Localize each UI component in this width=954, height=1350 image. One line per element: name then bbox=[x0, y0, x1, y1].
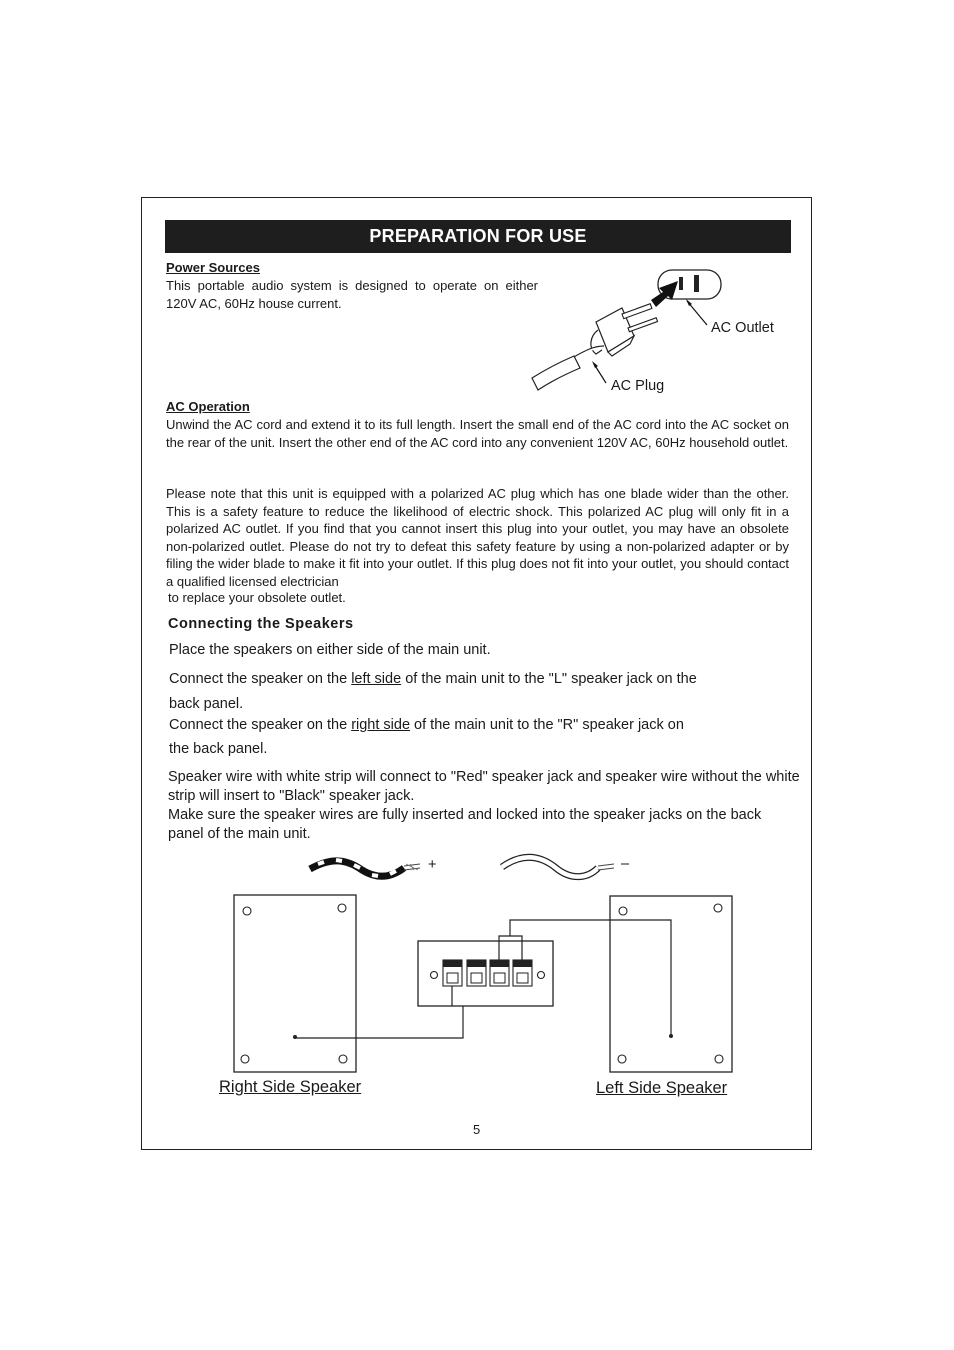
right-text-post: of the main unit to the "R" speaker jack on bbox=[410, 717, 684, 733]
section-title: PREPARATION FOR USE bbox=[165, 220, 791, 253]
ac-outlet-label: AC Outlet bbox=[711, 320, 774, 336]
power-sources-text: This portable audio system is designed to operate on either 120V AC, 60Hz house current. bbox=[166, 278, 538, 311]
ac-operation-heading: AC Operation bbox=[166, 399, 250, 414]
ac-operation-para2: Please note that this unit is equipped with a polarized AC plug which has one blade wider than the other. This is a safety feature to reduce the likelihood of electric shock. This polarized AC plug will only fit in a polarized AC outlet. If you find that you cannot insert this plug into your outlet, you may have an obsolete non-polarized outlet. Please do not try to defeat this safety feature by using a non-polarized adapter or by filing the wider blade to make it fit into your outlet. If this plug does not fit into your outlet, you should contact a qualified licensed electrician bbox=[166, 486, 789, 589]
left-text-pre: Connect the speaker on the bbox=[169, 671, 352, 687]
left-side-speaker-caption: Left Side Speaker bbox=[596, 1079, 728, 1097]
right-side-speaker-box bbox=[234, 895, 356, 1072]
right-side-speaker-caption: Right Side Speaker bbox=[219, 1078, 362, 1096]
speakers-locked-para: Make sure the speaker wires are fully inserted and locked into the speaker jacks on the back panel of the main unit. bbox=[168, 807, 762, 842]
plain-wire-icon bbox=[502, 857, 614, 876]
speakers-left-end: back panel. bbox=[169, 696, 244, 712]
speakers-wire-para: Speaker wire with white strip will connect to "Red" speaker jack and speaker wire without the white strip will insert to "Black" speaker jack. bbox=[168, 769, 800, 804]
wire-minus-label: – bbox=[621, 856, 630, 872]
speakers-place-text: Place the speakers on either side of the main unit. bbox=[169, 642, 491, 658]
striped-wire-icon bbox=[310, 860, 420, 876]
left-side-underlined: left side bbox=[351, 671, 402, 687]
power-sources-heading: Power Sources bbox=[166, 260, 260, 275]
right-side-underlined: right side bbox=[351, 717, 411, 733]
speakers-heading: Connecting the Speakers bbox=[168, 616, 354, 632]
left-text-post: of the main unit to the "L" speaker jack on the bbox=[401, 671, 697, 687]
speakers-right-end: the back panel. bbox=[169, 741, 268, 757]
wire-plus-label: + bbox=[428, 857, 437, 873]
ac-plug-label: AC Plug bbox=[611, 378, 665, 394]
right-text-pre: Connect the speaker on the bbox=[169, 717, 352, 733]
page-number: 5 bbox=[473, 1122, 481, 1137]
ac-operation-para1: Unwind the AC cord and extend it to its full length. Insert the small end of the AC cord into the AC socket on the rear of the unit. Insert the other end of the AC cord into any convenient 120V AC, 60Hz household outlet. bbox=[166, 417, 789, 450]
ac-operation-para2-end: to replace your obsolete outlet. bbox=[168, 590, 346, 605]
